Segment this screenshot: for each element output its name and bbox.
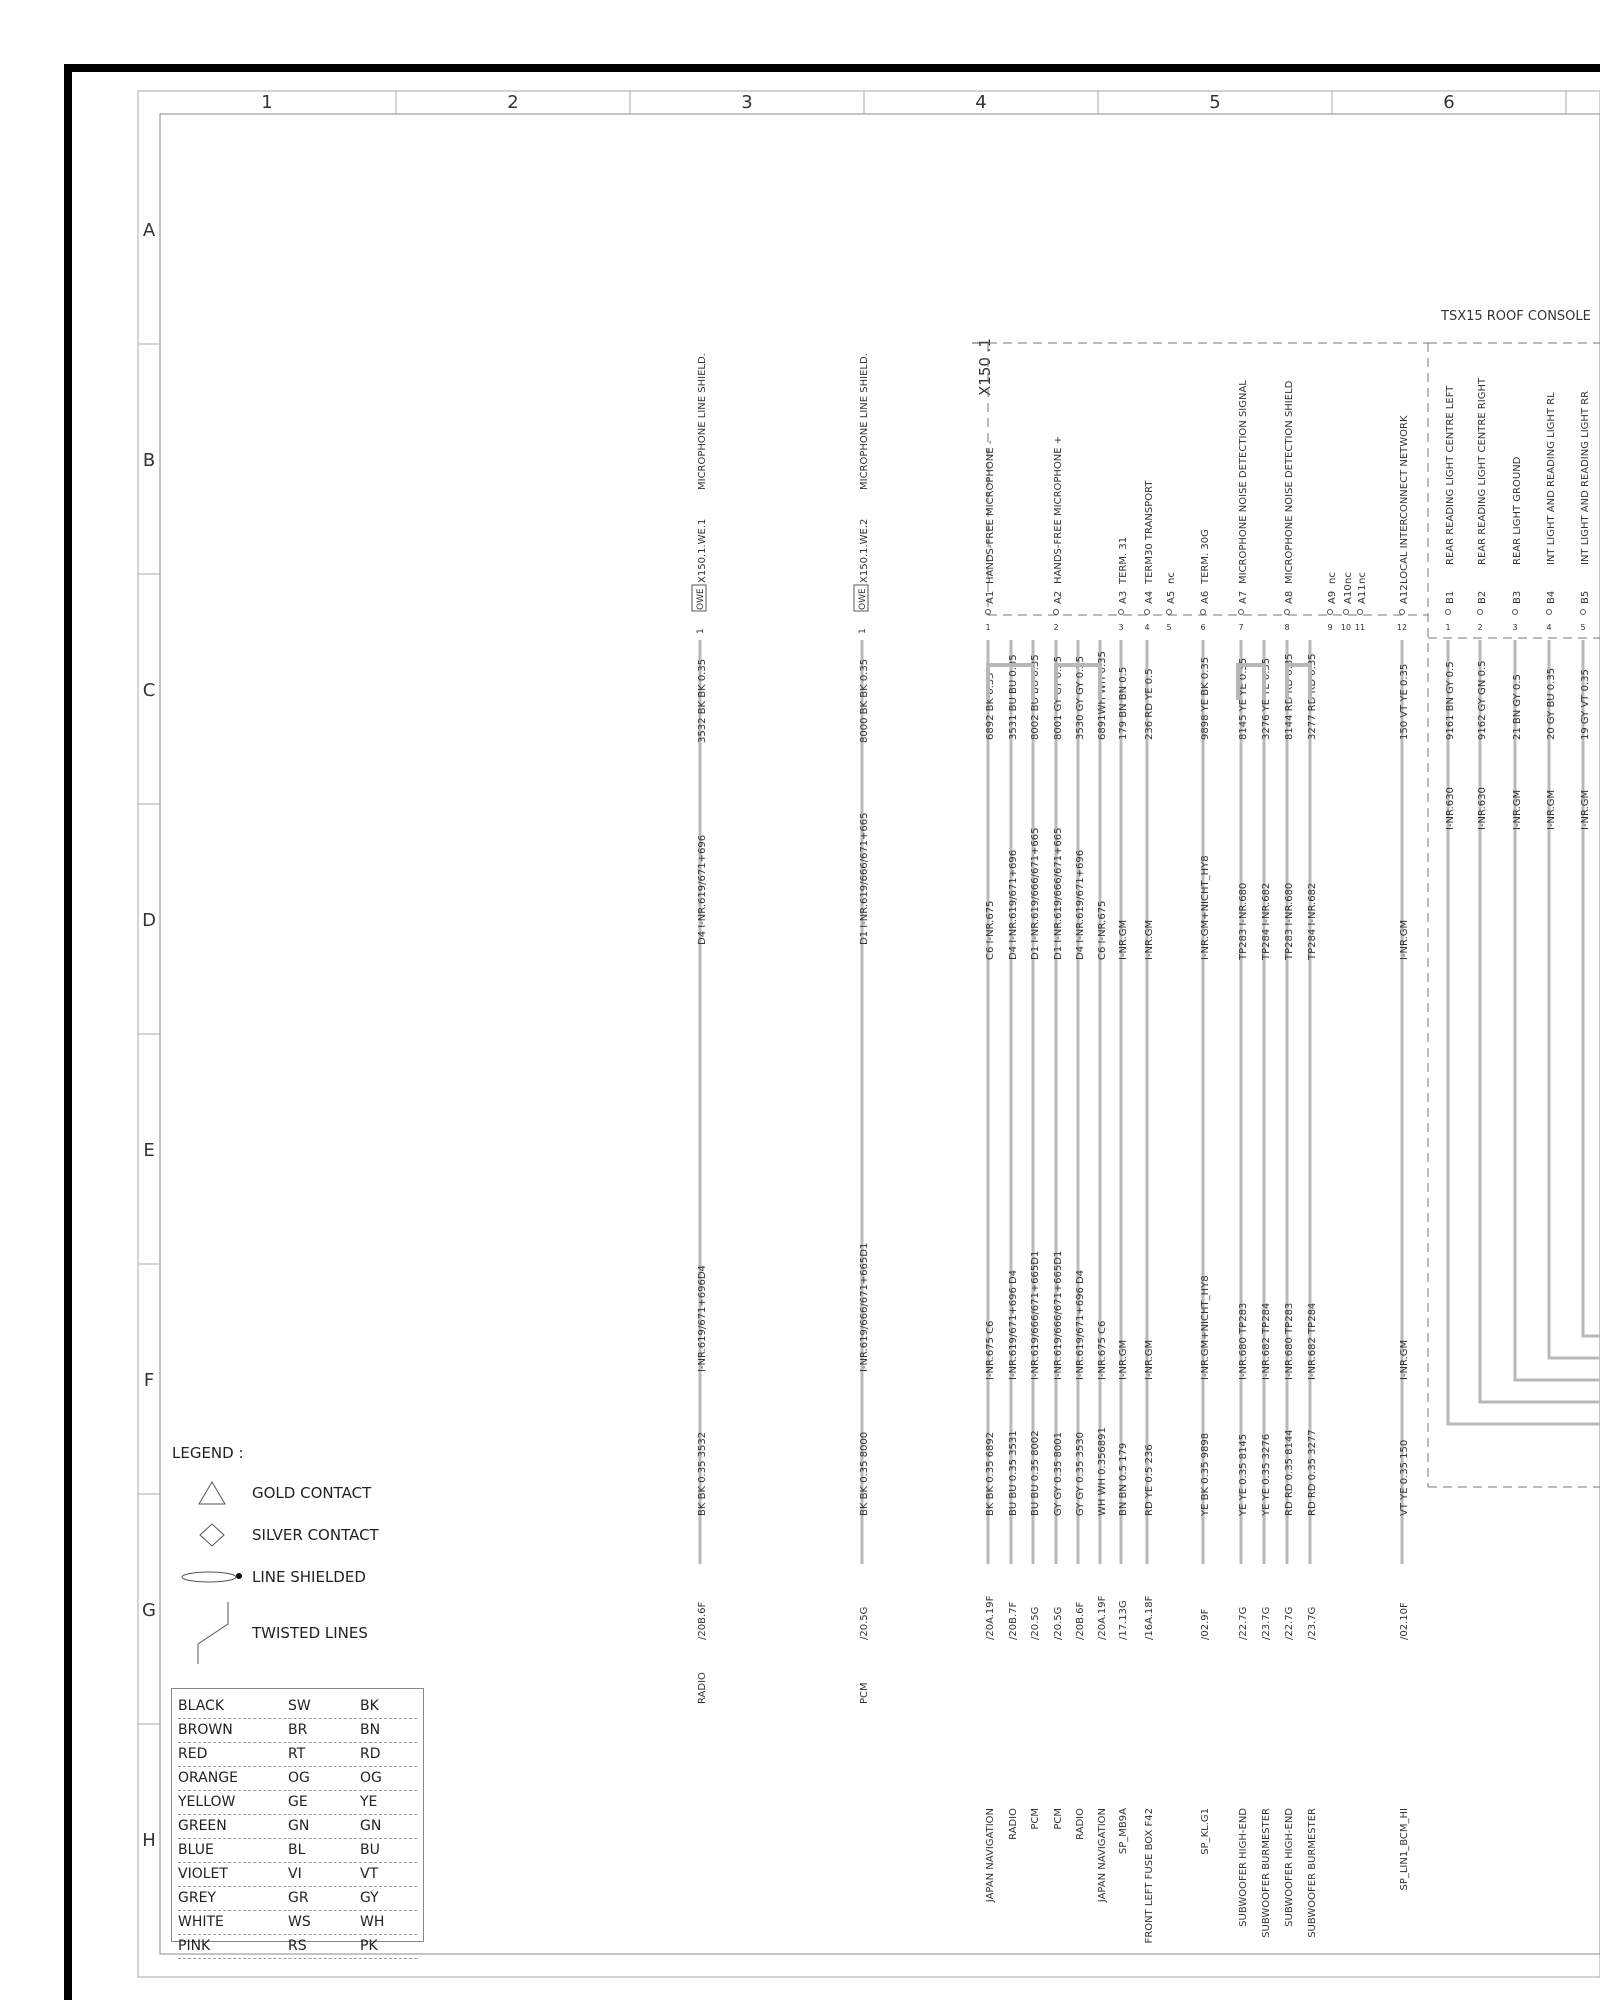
destination: SUBWOOFER BURMESTER	[1307, 1808, 1318, 1938]
pin-function: HANDS-FREE MICROPHONE +	[1053, 435, 1064, 584]
pin-id: A8	[1284, 590, 1295, 604]
harness-label-top: D4 I-NR.619/671+696	[1075, 849, 1086, 960]
console-harness-label: I-NR.GM	[1546, 789, 1557, 830]
color-code-cell: BLUE	[178, 1842, 214, 1858]
page-ref: /22.7G	[1284, 1606, 1295, 1640]
wire-label-bottom: BK BK 0.35 8000	[859, 1431, 870, 1516]
color-code-cell: BL	[288, 1842, 306, 1858]
connector-id: X150 .1	[976, 338, 994, 396]
pin-number: 6	[1200, 623, 1206, 632]
console-wire	[1549, 640, 1600, 1358]
color-code-cell: GREY	[178, 1890, 216, 1906]
color-code-row	[178, 1911, 417, 1935]
shield-pin: 1	[696, 628, 706, 634]
harness-label-top: TP283 I-NR.680	[1284, 882, 1295, 960]
wire-label-top: 236 RD YE 0.5	[1144, 668, 1155, 740]
console-pin-contact	[1547, 610, 1552, 615]
wire-label-bottom: VT YE 0.35 150	[1399, 1439, 1410, 1516]
pin-number: 2	[1053, 623, 1059, 632]
harness-label-top: C6 I-NR.675	[985, 900, 996, 960]
owe-label: OWE	[858, 588, 868, 610]
pin-number: 3	[1118, 623, 1124, 632]
color-code-row	[178, 1767, 417, 1791]
destination: FRONT LEFT FUSE BOX F42	[1144, 1808, 1155, 1944]
grid-row-label: D	[142, 910, 156, 931]
color-code-row	[178, 1863, 417, 1887]
pin-contact	[1328, 610, 1333, 615]
harness-label-bottom: I-NR.GM	[1118, 1339, 1129, 1380]
shield-pin: 1	[858, 628, 868, 634]
color-code-cell: BK	[360, 1698, 379, 1714]
grid-row-label: C	[142, 680, 156, 701]
console-wire	[1583, 640, 1600, 1336]
color-code-cell: GR	[288, 1890, 309, 1906]
shield-label: MICROPHONE LINE SHIELD.	[697, 353, 708, 490]
color-code-cell: WH	[360, 1914, 385, 1930]
harness-label-top: I-NR.GM	[1399, 919, 1410, 960]
destination: RADIO	[1008, 1808, 1019, 1840]
pin-id: A4	[1144, 590, 1155, 604]
pin-function: nc	[1343, 572, 1354, 584]
console-wire-label: 19 GY VT 0.35	[1580, 669, 1591, 740]
color-code-cell: VIOLET	[178, 1866, 228, 1882]
pin-contact	[1344, 610, 1349, 615]
color-code-cell: BROWN	[178, 1722, 233, 1738]
diamond-icon	[172, 1522, 252, 1548]
pin-contact	[1119, 610, 1124, 615]
shield-connector: X150.1.WE.2	[859, 518, 870, 583]
harness-label-top: I-NR.GM	[1144, 919, 1155, 960]
grid-column-label: 1	[261, 92, 273, 113]
pin-number: 5	[1166, 623, 1172, 632]
color-code-cell: BN	[360, 1722, 381, 1738]
page-ref: /20.5G	[1053, 1606, 1064, 1640]
harness-label-top: D1 I-NR.619/666/671+665	[1030, 827, 1041, 960]
wire-label-bottom: RD YE 0.5 236	[1144, 1444, 1155, 1516]
pin-contact	[1400, 610, 1405, 615]
pin-id: A6	[1200, 590, 1211, 604]
console-pin-id: B2	[1477, 590, 1488, 604]
color-code-row	[178, 1887, 417, 1911]
console-harness-label: I-NR.630	[1477, 787, 1488, 830]
grid-row-label: G	[142, 1600, 156, 1621]
console-pin-function: REAR LIGHT GROUND	[1512, 456, 1523, 565]
pin-contact	[1285, 610, 1290, 615]
wire-label-bottom: RD RD 0.35 8144	[1284, 1429, 1295, 1516]
grid-row-label: A	[142, 220, 156, 241]
pin-function: nc	[1166, 572, 1177, 584]
harness-label-top: I-NR.GM+NICHT_HY8	[1200, 855, 1211, 960]
color-code-cell: RED	[178, 1746, 208, 1762]
legend-label: GOLD CONTACT	[252, 1484, 372, 1502]
grid-column-label: 3	[741, 92, 753, 113]
page-ref: /20.5G	[859, 1606, 870, 1640]
pin-id: A10	[1343, 584, 1354, 604]
pin-contact	[1145, 610, 1150, 615]
wire-label-bottom: BU BU 0.35 8002	[1030, 1430, 1041, 1516]
wire-label-top: 9898 YE BK 0.35	[1200, 656, 1211, 740]
triangle-icon	[172, 1480, 252, 1506]
harness-label-bottom: I-NR.619/671+696D4	[697, 1265, 708, 1372]
harness-label-bottom: I-NR.680 TP283	[1284, 1302, 1295, 1380]
destination: SUBWOOFER BURMESTER	[1261, 1808, 1272, 1938]
color-code-row	[178, 1839, 417, 1863]
console-wire-label: 21 BN GY 0.5	[1512, 674, 1523, 740]
page-ref: /20A.19F	[1097, 1595, 1108, 1640]
color-code-cell: GY	[360, 1890, 379, 1906]
pin-function: TERM. 30G	[1200, 529, 1211, 584]
harness-label-top: TP284 I-NR.682	[1261, 882, 1272, 960]
wire-label-top: 3530 GY GY 0.35	[1075, 656, 1086, 740]
harness-label-top: D1 I-NR.619/666/671+665	[859, 812, 870, 945]
destination: SP_LIN1_BCM_HI	[1399, 1808, 1410, 1891]
color-code-cell: PINK	[178, 1938, 211, 1954]
grid-column-label: 4	[975, 92, 987, 113]
wire-label-bottom: YE BK 0.35 9898	[1200, 1432, 1211, 1516]
destination: SUBWOOFER HIGH-END	[1284, 1808, 1295, 1927]
console-wire-label: 20 GY BU 0.35	[1546, 667, 1557, 740]
console-pin-number: 4	[1546, 623, 1552, 632]
pin-number: 9	[1327, 623, 1333, 632]
legend-label: TWISTED LINES	[252, 1624, 368, 1642]
console-pin-function: INT LIGHT AND READING LIGHT RR	[1580, 390, 1591, 565]
page-ref: /02.10F	[1399, 1602, 1410, 1640]
ellipse-icon	[172, 1567, 252, 1587]
pin-number: 11	[1354, 623, 1366, 632]
console-pin-number: 3	[1512, 623, 1518, 632]
harness-label-bottom: I-NR.619/666/671+665D1	[859, 1242, 870, 1372]
console-pin-number: 2	[1477, 623, 1483, 632]
color-code-cell: BU	[360, 1842, 380, 1858]
wire-label-top: 3532 BK BK 0.35	[697, 658, 708, 743]
wire-label-bottom: GY GY 0.35 8001	[1053, 1432, 1064, 1516]
destination: JAPAN NAVIGATION	[985, 1808, 996, 1903]
owe-label: OWE	[696, 588, 706, 610]
pin-id: A7	[1238, 590, 1249, 604]
color-code-cell: OG	[360, 1770, 382, 1786]
pin-function: LOCAL INTERCONNECT NETWORK	[1399, 415, 1410, 584]
roof-console-title: TSX15 ROOF CONSOLE	[1441, 309, 1591, 324]
harness-label-bottom: I-NR.675 C6	[1097, 1320, 1108, 1380]
color-code-cell: BR	[288, 1722, 308, 1738]
pin-id: A11	[1357, 584, 1368, 604]
color-code-row	[178, 1815, 417, 1839]
harness-label-bottom: I-NR.682 TP284	[1307, 1302, 1318, 1380]
pin-function: TERM. 31	[1118, 536, 1129, 584]
pin-id: A9	[1327, 590, 1338, 604]
grid-row-label: F	[143, 1370, 155, 1391]
legend-label: LINE SHIELDED	[252, 1568, 366, 1586]
harness-label-top: D1 I-NR.619/666/671+665	[1053, 827, 1064, 960]
page-ref: /20A.19F	[985, 1595, 996, 1640]
console-pin-number: 1	[1445, 623, 1451, 632]
destination: SUBWOOFER HIGH-END	[1238, 1808, 1249, 1927]
color-code-cell: YE	[360, 1794, 378, 1810]
legend-gold-contact	[172, 1472, 432, 1514]
destination: RADIO	[1075, 1808, 1086, 1840]
color-code-cell: WS	[288, 1914, 311, 1930]
color-code-cell: ORANGE	[178, 1770, 238, 1786]
console-pin-function: INT LIGHT AND READING LIGHT RL	[1546, 392, 1557, 565]
page-ref: /17.13G	[1118, 1600, 1129, 1640]
color-code-table	[171, 1688, 424, 1954]
color-code-cell: WHITE	[178, 1914, 224, 1930]
pin-number: 12	[1396, 623, 1408, 632]
pin-id: A1	[985, 590, 996, 604]
color-code-cell: GE	[288, 1794, 308, 1810]
grid-column-label: 2	[507, 92, 519, 113]
color-code-cell: VT	[360, 1866, 379, 1882]
console-pin-number: 5	[1580, 623, 1586, 632]
wire-label-top: 150 VT YE 0.35	[1399, 663, 1410, 740]
wire-label-bottom: YE YE 0.35 8145	[1238, 1433, 1249, 1516]
destination: JAPAN NAVIGATION	[1097, 1808, 1108, 1903]
color-code-cell: GREEN	[178, 1818, 227, 1834]
destination: SP_KL.G1	[1200, 1808, 1211, 1855]
console-pin-id: B3	[1512, 590, 1523, 604]
pin-function: MICROPHONE NOISE DETECTION SIGNAL	[1238, 380, 1249, 584]
pin-contact	[1054, 610, 1059, 615]
console-harness-label: I-NR.630	[1445, 787, 1456, 830]
harness-label-top: D4 I-NR.619/671+696	[697, 834, 708, 945]
harness-label-top: D4 I-NR.619/671+696	[1008, 849, 1019, 960]
pin-id: A5	[1166, 590, 1177, 604]
color-code-cell: GN	[288, 1818, 310, 1834]
wire-label-bottom: RD RD 0.35 3277	[1307, 1429, 1318, 1516]
pin-id: A12	[1399, 584, 1410, 604]
wire-label-top: 179 BN BN 0.5	[1118, 666, 1129, 740]
wire-label-bottom: GY GY 0.35 3530	[1075, 1432, 1086, 1516]
console-pin-id: B1	[1445, 590, 1456, 604]
pin-contact	[1167, 610, 1172, 615]
page-ref: /23.7G	[1307, 1606, 1318, 1640]
pin-function: nc	[1357, 572, 1368, 584]
legend-silver-contact	[172, 1514, 432, 1556]
wire-label-bottom: WH WH 0.356891	[1097, 1427, 1108, 1516]
console-harness-label: I-NR.GM	[1580, 789, 1591, 830]
wire-label-top: 3276 YE YE 0.35	[1261, 657, 1272, 740]
console-pin-id: B4	[1546, 590, 1557, 604]
harness-label-top: C6 I-NR.675	[1097, 900, 1108, 960]
color-code-cell: YELLOW	[178, 1794, 236, 1810]
wire-label-top: 3531 BU BU 0.35	[1008, 654, 1019, 740]
pin-function: nc	[1327, 572, 1338, 584]
grid-row-label: H	[142, 1830, 156, 1851]
pin-number: 8	[1284, 623, 1290, 632]
pin-number: 1	[985, 623, 991, 632]
console-wire	[1515, 640, 1600, 1380]
page-ref: /22.7G	[1238, 1606, 1249, 1640]
color-code-cell: OG	[288, 1770, 310, 1786]
shield-label: MICROPHONE LINE SHIELD.	[859, 353, 870, 490]
wire-label-top: 8145 YE YE 0.35	[1238, 657, 1249, 740]
wire-label-top: 6892 BK 0.35	[985, 672, 996, 740]
wire-label-top: 8144 RD RD 0.35	[1284, 653, 1295, 740]
console-pin-id: B5	[1580, 590, 1591, 604]
grid-column-label: 5	[1209, 92, 1221, 113]
harness-label-bottom: I-NR.619/671+696 D4	[1008, 1269, 1019, 1380]
wire-label-bottom: BU BU 0.35 3531	[1008, 1430, 1019, 1516]
color-code-row	[178, 1935, 417, 1959]
page-ref: /20B.7F	[1008, 1601, 1019, 1640]
console-harness-label: I-NR.GM	[1512, 789, 1523, 830]
color-code-cell: VI	[288, 1866, 302, 1882]
legend-label: SILVER CONTACT	[252, 1526, 379, 1544]
console-wire-label: 9162 GY GN 0.5	[1477, 660, 1488, 740]
pin-id: A2	[1053, 590, 1064, 604]
color-code-row	[178, 1695, 417, 1719]
color-code-cell: RT	[288, 1746, 306, 1762]
wire-label-top: 3277 RD RD 0.35	[1307, 653, 1318, 740]
harness-label-bottom: I-NR.619/671+696 D4	[1075, 1269, 1086, 1380]
color-code-row	[178, 1719, 417, 1743]
harness-label-bottom: I-NR.GM	[1144, 1339, 1155, 1380]
wire-label-bottom: BK BK 0.35 6892	[985, 1431, 996, 1516]
inner-frame	[160, 114, 1600, 1954]
wire-label-top: 6891WH WH 0.35	[1097, 651, 1108, 740]
pin-contact	[1201, 610, 1206, 615]
grid-column-label: 6	[1443, 92, 1455, 113]
page-ref: /23.7G	[1261, 1606, 1272, 1640]
pin-function: TERM30 TRANSPORT	[1144, 480, 1155, 584]
harness-label-bottom: I-NR.619/666/671+665D1	[1053, 1250, 1064, 1380]
console-pin-contact	[1581, 610, 1586, 615]
wire-label-top: 8000 BK BK 0.35	[859, 658, 870, 743]
grid-row-label: E	[143, 1140, 155, 1161]
color-code-cell: GN	[360, 1818, 382, 1834]
page-ref: /20B.6F	[1075, 1601, 1086, 1640]
pin-number: 10	[1340, 623, 1352, 632]
harness-label-top: I-NR.GM	[1118, 919, 1129, 960]
destination: SP_MB9A	[1118, 1808, 1129, 1855]
twisted-lines-icon	[172, 1600, 252, 1666]
shield-connector: X150.1.WE.1	[697, 518, 708, 583]
color-code-cell: RD	[360, 1746, 381, 1762]
legend-title: LEGEND :	[172, 1444, 244, 1462]
pin-number: 7	[1238, 623, 1244, 632]
harness-label-top: TP283 I-NR.680	[1238, 882, 1249, 960]
color-code-row	[178, 1743, 417, 1767]
pin-contact	[1239, 610, 1244, 615]
destination: PCM	[1053, 1808, 1064, 1830]
harness-label-bottom: I-NR.619/666/671+665D1	[1030, 1250, 1041, 1380]
console-wire	[1448, 640, 1600, 1424]
harness-label-bottom: I-NR.682 TP284	[1261, 1302, 1272, 1380]
pin-function: HANDS-FREE MICROPHONE -	[985, 440, 996, 584]
legend-twisted-lines	[172, 1598, 432, 1668]
destination: PCM	[1030, 1808, 1041, 1830]
wire-label-bottom: YE YE 0.35 3276	[1261, 1433, 1272, 1516]
destination: PCM	[859, 1682, 870, 1704]
legend-line-shielded	[172, 1556, 432, 1598]
harness-label-bottom: I-NR.680 TP283	[1238, 1302, 1249, 1380]
color-code-cell: PK	[360, 1938, 378, 1954]
wire-label-top: 8001 GY GY 0.35	[1053, 656, 1064, 740]
page-ref: /02.9F	[1200, 1608, 1211, 1640]
console-pin-function: REAR READING LIGHT CENTRE RIGHT	[1477, 377, 1488, 565]
page-ref: /20B.6F	[697, 1601, 708, 1640]
destination: RADIO	[697, 1672, 708, 1704]
harness-label-top: TP284 I-NR.682	[1307, 882, 1318, 960]
page-ref: /16A.18F	[1144, 1595, 1155, 1640]
page-ref: /20.5G	[1030, 1606, 1041, 1640]
color-code-cell: SW	[288, 1698, 311, 1714]
console-pin-contact	[1478, 610, 1483, 615]
wire-label-top: 8002 BU BU 0.35	[1030, 654, 1041, 740]
wire-label-bottom: BK BK 0.35 3532	[697, 1431, 708, 1516]
pin-id: A3	[1118, 590, 1129, 604]
console-wire-label: 9161 BN GY 0.5	[1445, 661, 1456, 740]
console-pin-contact	[1446, 610, 1451, 615]
color-code-row	[178, 1791, 417, 1815]
harness-label-bottom: I-NR.GM	[1399, 1339, 1410, 1380]
pin-function: MICROPHONE NOISE DETECTION SHIELD	[1284, 380, 1295, 584]
color-code-cell: RS	[288, 1938, 307, 1954]
pin-contact	[1358, 610, 1363, 615]
legend	[172, 1444, 432, 1668]
harness-label-bottom: I-NR.675 C6	[985, 1320, 996, 1380]
harness-label-bottom: I-NR.GM+NICHT_HY8	[1200, 1275, 1211, 1380]
wire-label-bottom: BN BN 0.5 179	[1118, 1442, 1129, 1516]
grid-row-label: B	[142, 450, 156, 471]
console-pin-function: REAR READING LIGHT CENTRE LEFT	[1445, 385, 1456, 565]
color-code-cell: BLACK	[178, 1698, 225, 1714]
pin-number: 4	[1144, 623, 1150, 632]
console-pin-contact	[1513, 610, 1518, 615]
